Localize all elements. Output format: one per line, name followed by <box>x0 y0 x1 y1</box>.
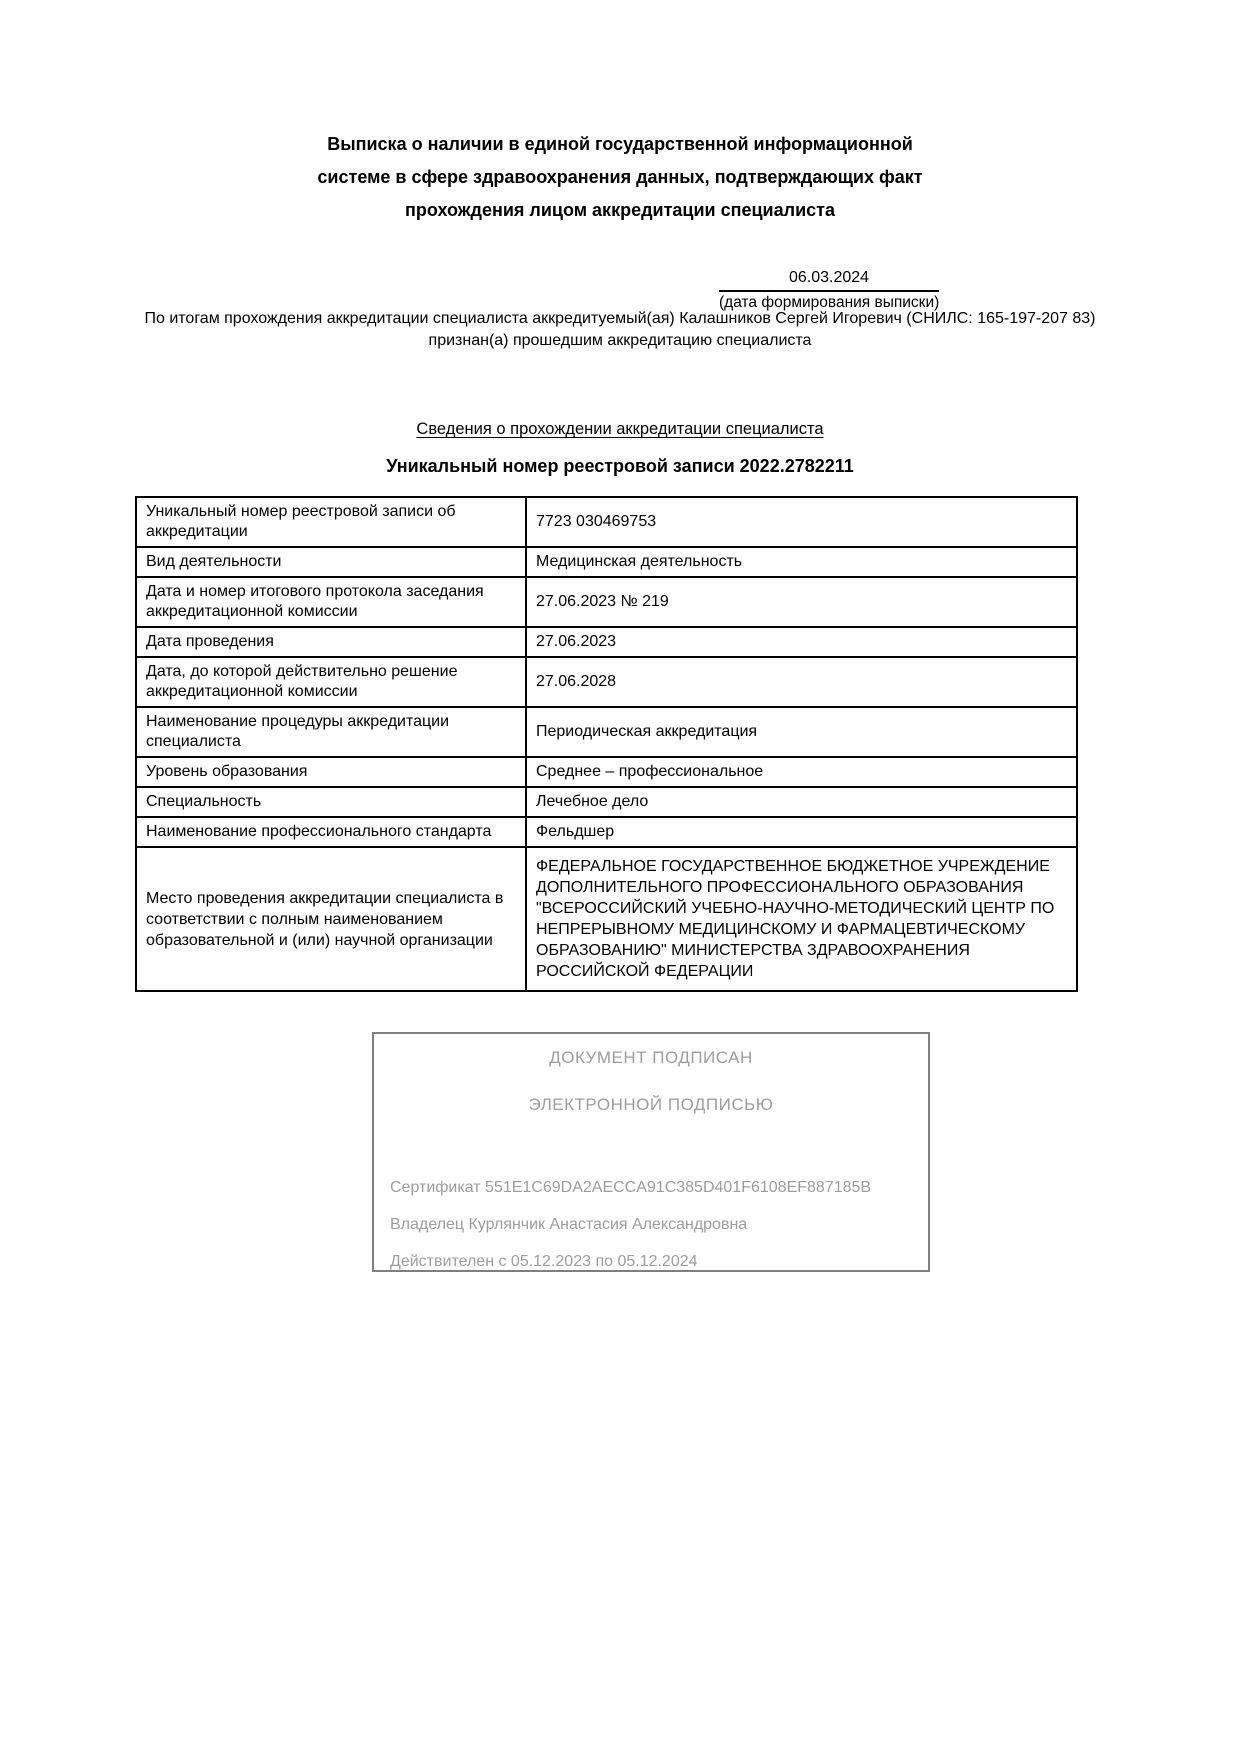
table-row <box>136 627 1077 657</box>
table-row <box>136 547 1077 577</box>
signature-details <box>374 1178 928 1271</box>
row-value: 27.06.2023 <box>526 627 1077 657</box>
signature-owner: Владелец Курлянчик Анастасия Александровна <box>390 1216 748 1233</box>
accreditation-table <box>135 496 1078 992</box>
intro-paragraph: По итогам прохождения аккредитации специалиста аккредитуемый(ая) Калашников Сергей Игоревич (СНИЛС: 165-197-207 83) признан(а) прошедшим аккредитацию специалиста <box>144 310 1096 349</box>
page-title-line-2: системе в сфере здравоохранения данных, подтверждающих факт <box>317 167 923 187</box>
row-value: 27.06.2028 <box>526 657 1077 707</box>
row-label: Дата, до которой действительно решение аккредитационной комиссии <box>136 657 526 707</box>
section-heading: Сведения о прохождении аккредитации специалиста <box>416 420 824 438</box>
registry-number-heading: Уникальный номер реестровой записи 2022.2782211 <box>386 456 854 476</box>
table-row <box>136 657 1077 707</box>
row-value: 27.06.2023 № 219 <box>526 577 1077 627</box>
table-row <box>136 787 1077 817</box>
table-row <box>136 757 1077 787</box>
extract-date-caption: (дата формирования выписки) <box>719 294 940 311</box>
signature-certificate: Сертификат 551E1C69DA2AECCA91C385D401F6108EF887185B <box>390 1179 872 1196</box>
row-label: Наименование профессионального стандарта <box>136 817 526 847</box>
signature-heading-line-2: ЭЛЕКТРОННОЙ ПОДПИСЬЮ <box>528 1095 774 1114</box>
signature-validity: Действителен с 05.12.2023 по 05.12.2024 <box>390 1253 698 1270</box>
row-value: Периодическая аккредитация <box>526 707 1077 757</box>
table-row <box>136 707 1077 757</box>
row-label: Уникальный номер реестровой записи об аккредитации <box>136 497 526 547</box>
row-label: Место проведения аккредитации специалиста в соответствии с полным наименованием образовательной и (или) научной организации <box>136 847 526 991</box>
row-label: Дата проведения <box>136 627 526 657</box>
page-title <box>0 128 1240 227</box>
row-label: Специальность <box>136 787 526 817</box>
row-label: Дата и номер итогового протокола заседания аккредитационной комиссии <box>136 577 526 627</box>
row-value: Среднее – профессиональное <box>526 757 1077 787</box>
row-label: Наименование процедуры аккредитации специалиста <box>136 707 526 757</box>
table-row <box>136 577 1077 627</box>
extract-date-block <box>719 266 939 312</box>
row-value: Медицинская деятельность <box>526 547 1077 577</box>
table-row <box>136 817 1077 847</box>
row-value: Фельдшер <box>526 817 1077 847</box>
row-value: Лечебное дело <box>526 787 1077 817</box>
page-title-line-1: Выписка о наличии в единой государственной информационной <box>327 134 913 154</box>
table-row <box>136 497 1077 547</box>
row-label: Вид деятельности <box>136 547 526 577</box>
row-label: Уровень образования <box>136 757 526 787</box>
digital-signature-stamp <box>372 1032 930 1272</box>
extract-date-value: 06.03.2024 <box>719 266 939 292</box>
page-title-line-3: прохождения лицом аккредитации специалиста <box>405 200 835 220</box>
table-row <box>136 847 1077 991</box>
row-value: ФЕДЕРАЛЬНОЕ ГОСУДАРСТВЕННОЕ БЮДЖЕТНОЕ УЧРЕЖДЕНИЕ ДОПОЛНИТЕЛЬНОГО ПРОФЕССИОНАЛЬНОГО ОБРАЗОВАНИЯ "ВСЕРОССИЙСКИЙ УЧЕБНО-НАУЧНО-МЕТОДИЧЕСКИЙ ЦЕНТР ПО НЕПРЕРЫВНОМУ МЕДИЦИНСКОМУ И ФАРМАЦЕВТИЧЕСКОМУ ОБРАЗОВАНИЮ" МИНИСТЕРСТВА ЗДРАВООХРАНЕНИЯ РОССИЙСКОЙ ФЕДЕРАЦИИ <box>526 847 1077 991</box>
signature-heading-line-1: ДОКУМЕНТ ПОДПИСАН <box>549 1048 753 1067</box>
row-value: 7723 030469753 <box>526 497 1077 547</box>
